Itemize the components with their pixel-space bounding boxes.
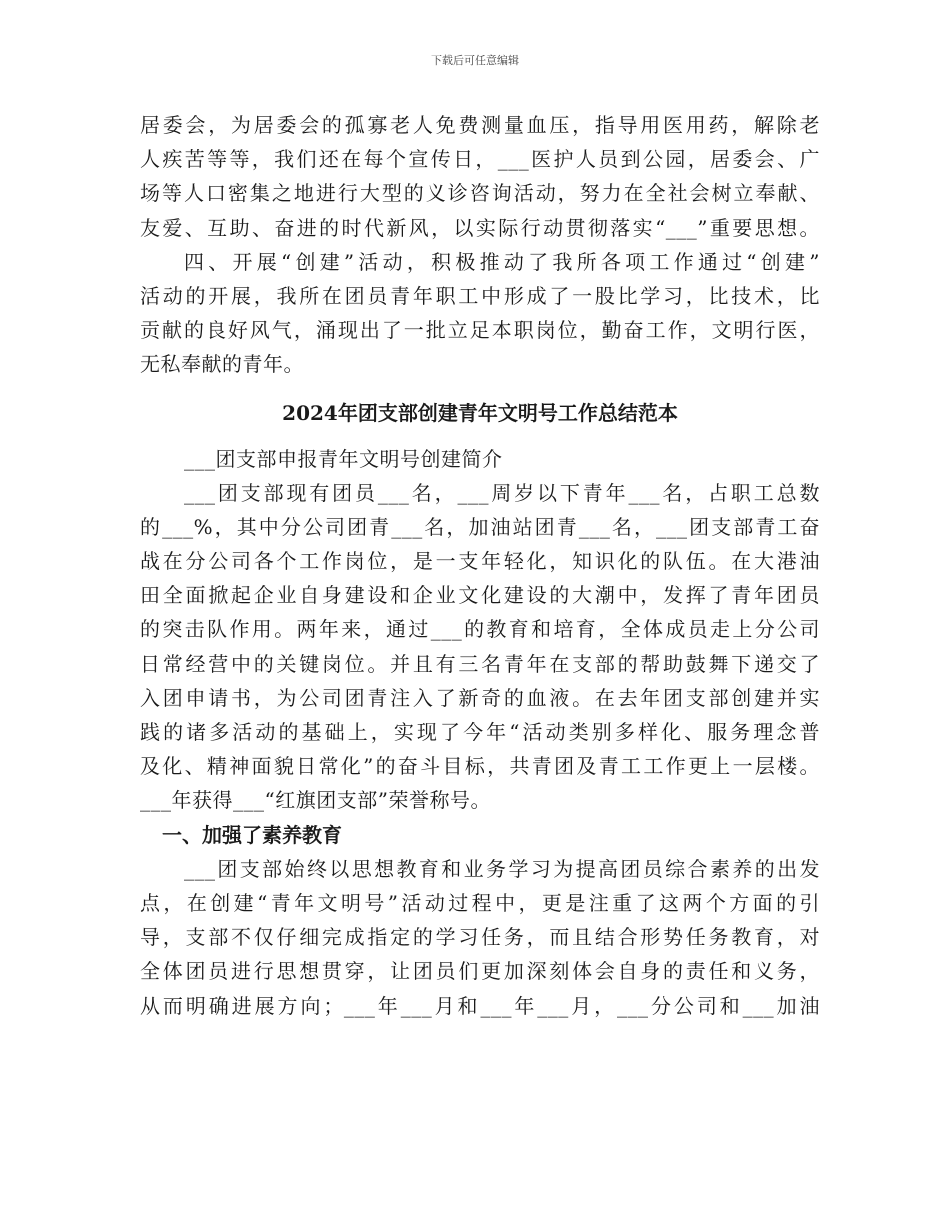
paragraph-line: 导，支部不仅仔细完成指定的学习任务，而且结合形势任务教育，对 <box>140 925 820 950</box>
paragraph-line: 无私奉献的青年。 <box>140 352 304 377</box>
paragraph-line: 的___%，其中分公司团青___名，加油站团青___名，___团支部青工奋 <box>140 514 820 539</box>
paragraph-line: ___团支部始终以思想教育和业务学习为提高团员综合素养的出发 <box>184 856 820 881</box>
paragraph-line: 场等人口密集之地进行大型的义诊咨询活动，努力在全社会树立奉献、 <box>140 181 820 206</box>
paragraph-line: 及化、精神面貌日常化”的奋斗目标，共青团及青工工作更上一层楼。 <box>140 754 820 779</box>
paragraph-line: 点，在创建“青年文明号”活动过程中，更是注重了这两个方面的引 <box>140 890 820 915</box>
paragraph-line: ___团支部现有团员___名，___周岁以下青年___名，占职工总数 <box>184 480 820 505</box>
header-note: 下载后可任意编辑 <box>431 54 519 67</box>
paragraph-line: 人疾苦等等，我们还在每个宣传日，___医护人员到公园，居委会、广 <box>140 147 820 172</box>
paragraph-line: ___年获得___“红旗团支部”荣誉称号。 <box>140 788 491 813</box>
paragraph-line: 践的诸多活动的基础上，实现了今年“活动类别多样化、服务理念普 <box>140 720 820 744</box>
intro-line: ___团支部申报青年文明号创建简介 <box>184 446 503 471</box>
paragraph-line: 活动的开展，我所在团员青年职工中形成了一股比学习，比技术，比 <box>140 283 820 308</box>
document-title: 2024年团支部创建青年文明号工作总结范本 <box>282 400 678 425</box>
section-heading: 一、加强了素养教育 <box>162 822 342 847</box>
paragraph-line: 田全面掀起企业自身建设和企业文化建设的大潮中，发挥了青年团员 <box>140 583 820 608</box>
document-body <box>140 108 820 1023</box>
paragraph-line: 四、开展“创建”活动，积极推动了我所各项工作通过“创建” <box>184 249 820 274</box>
paragraph-line: 的突击队作用。两年来，通过___的教育和培育，全体成员走上分公司 <box>140 617 820 642</box>
paragraph-line: 贡献的良好风气，涌现出了一批立足本职岗位，勤奋工作，文明行医， <box>140 318 820 343</box>
paragraph-line: 日常经营中的关键岗位。并且有三名青年在支部的帮助鼓舞下递交了 <box>140 651 820 676</box>
paragraph-line: 战在分公司各个工作岗位，是一支年轻化，知识化的队伍。在大港油 <box>140 549 820 574</box>
paragraph-line: 从而明确进展方向；___年___月和___年___月，___分公司和___加油 <box>140 993 820 1018</box>
paragraph-line: 入团申请书，为公司团青注入了新奇的血液。在去年团支部创建并实 <box>140 685 820 710</box>
paragraph-line: 居委会，为居委会的孤寡老人免费测量血压，指导用医用药，解除老 <box>140 113 820 137</box>
paragraph-line: 友爱、互助、奋进的时代新风，以实际行动贯彻落实“___”重要思想。 <box>140 215 820 240</box>
paragraph-line: 全体团员进行思想贯穿，让团员们更加深刻体会自身的责任和义务， <box>140 959 820 984</box>
